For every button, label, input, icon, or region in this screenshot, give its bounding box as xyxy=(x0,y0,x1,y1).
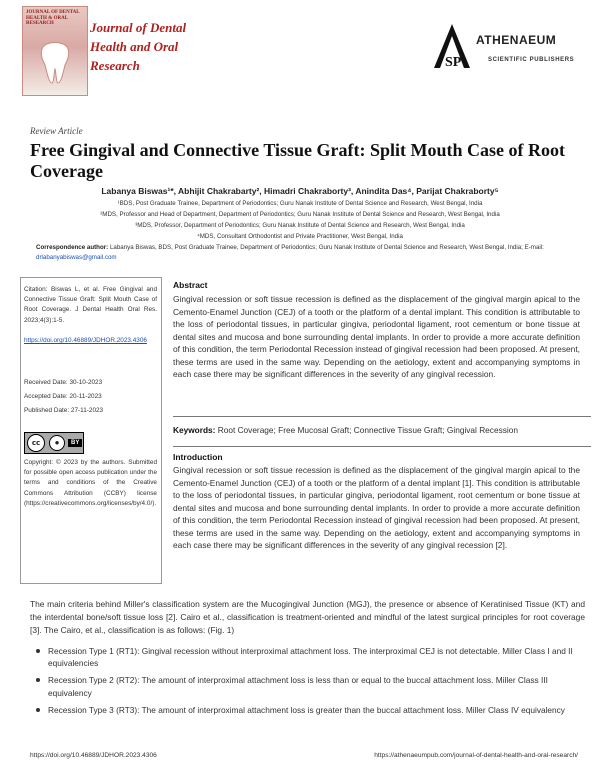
recession-type-list xyxy=(30,645,585,721)
list-item xyxy=(30,645,585,669)
correspondence-text: Labanya Biswas, BDS, Post Graduate Trainee, Department of Periodontics; Guru Nanak Institute of Dental Science and Research, West Bengal, India; E-mail: xyxy=(109,244,544,251)
affiliation-4: ⁴MDS, Consultant Orthodontist and Private Practitioner, West Bengal, India xyxy=(197,233,403,240)
list-item-text: Recession Type 1 (RT1): Gingival recession without interproximal attachment loss. The interproximal CEJ is not detectable. Miller Class I and II equivalencies xyxy=(48,646,573,669)
publisher-logo-icon xyxy=(432,22,472,70)
journal-name: Journal of Dental Health and Oral Research xyxy=(90,20,187,73)
article-title: Free Gingival and Connective Tissue Graft: Split Mouth Case of Root Coverage xyxy=(30,140,565,181)
affiliation-3: ³MDS, Professor, Department of Periodontics; Guru Nanak Institute of Dental Science and Research, West Bengal, India xyxy=(135,222,465,229)
bullet-icon xyxy=(36,678,40,682)
cover-title: JOURNAL OF DENTAL HEALTH & ORAL RESEARCH xyxy=(26,10,80,26)
introduction-text: Gingival recession or soft tissue recession is defined as the displacement of the gingival margin apical to the Cemento-Enamel Junction (CEJ) of a tooth or the platform of a dental implant [1]. This condition is attributable to the loss of periodontal tissues, in particular gingiva, periodontal ligament, root cementum or bone tissue at dental sites and mucosa and bone surrounding dental implants. In order to provide a more accurate definition of this condition, the term Periodontal Recession instead of gingival recession had been proposed. At present, these terms are used in the same way. Depending on the aetiology, extent and accompanying symptoms in each case there may be significant differences in the severity of any gingival recession [2]. xyxy=(173,465,580,550)
keywords-text: Root Coverage; Free Mucosal Graft; Connective Tissue Graft; Gingival Recession xyxy=(217,425,518,435)
keywords-label: Keywords: xyxy=(173,425,216,435)
divider xyxy=(173,446,591,447)
list-item-text: Recession Type 3 (RT3): The amount of interproximal attachment loss is greater than the buccal attachment loss. Miller Class IV equivalency xyxy=(48,704,565,715)
affiliation-1: ¹BDS, Post Graduate Trainee, Department of Periodontics; Guru Nanak Institute of Dental Science and Research, West Bengal, India xyxy=(117,200,483,207)
publisher-subtitle: SCIENTIFIC PUBLISHERS xyxy=(488,57,575,63)
citation: Citation: Biswas L, et al. Free Gingival and Connective Tissue Graft: Split Mouth Case of Root Coverage. J Dental Health Oral Res. 2023;4(3):1-5. xyxy=(24,286,157,324)
footer-journal-link[interactable]: https://athenaeumpub.com/journal-of-dental-health-and-oral-research/ xyxy=(374,752,578,759)
publisher-name: ATHENAEUM xyxy=(476,33,557,47)
publisher-logo-letters: SP xyxy=(445,55,462,70)
abstract-text: Gingival recession or soft tissue recession is defined as the displacement of the gingival margin apical to the Cemento-Enamel Junction (CEJ) of a tooth or the platform of a dental implant. This condition is attributable to the loss of periodontal tissues, in particular gingiva, periodontal ligament, root cementum or bone tissue at dental sites and mucosa and bone surrounding dental implants. In order to provide a more accurate definition of this condition, the term Periodontal Recession instead of gingival recession had been proposed. At present, these terms are used in the same way. Depending on the aetiology, extent and accompanying symptoms in each case there may be significant differences in the severity of any gingival recession. xyxy=(173,294,580,379)
person-icon: ● xyxy=(49,435,65,451)
introduction-continued: The main criteria behind Miller's classification system are the Mucogingival Junction (MGJ), the presence or absence of Keratinised Tissue (KT) and the interdental bone/soft tissue loss [2]. Cairo et al., classification is treatment-oriented and mindful of the latest surgical principles for root coverage [3]. The Cairo, et al., classification is as follows: (Fig. 1) xyxy=(30,599,585,635)
bullet-icon xyxy=(36,649,40,653)
cc-icon: cc xyxy=(27,434,45,452)
copyright-notice: Copyright: © 2023 by the authors. Submitted for possible open access publication under the terms and conditions of the Creative Commons Attribution (CCBY) license (https://creativecommons.org/licenses/by/4.0/). xyxy=(24,459,157,507)
by-label: BY xyxy=(68,439,82,447)
author-list: Labanya Biswas¹*, Abhijit Chakrabarty², Himadri Chakraborty³, Anindita Das⁴, Parijat Chakraborty⁵ xyxy=(101,186,499,196)
abstract-heading: Abstract xyxy=(173,280,208,290)
article-type: Review Article xyxy=(30,126,83,136)
footer-doi-link[interactable]: https://doi.org/10.46889/JDHOR.2023.4306 xyxy=(30,752,157,759)
published-date: Published Date: 27-11-2023 xyxy=(24,407,104,414)
list-item-text: Recession Type 2 (RT2): The amount of interproximal attachment loss is less than or equal to the buccal attachment loss. Miller Class III equivalency xyxy=(48,675,548,698)
bullet-icon xyxy=(36,708,40,712)
tooth-icon xyxy=(37,41,73,85)
list-item xyxy=(30,674,585,698)
introduction-heading: Introduction xyxy=(173,452,223,462)
keywords xyxy=(173,425,518,435)
correspondence-label: Correspondence author: xyxy=(36,244,109,251)
received-date: Received Date: 30-10-2023 xyxy=(24,379,103,386)
list-item xyxy=(30,704,585,716)
correspondence-email-link[interactable]: drlabanyabiswas@gmail.com xyxy=(36,254,117,261)
journal-cover-image xyxy=(22,6,88,96)
divider xyxy=(173,416,591,417)
correspondence xyxy=(36,243,576,263)
affiliation-2: ²MDS, Professor and Head of Department, Department of Periodontics; Guru Nanak Institute of Dental Science and Research, West Bengal, India xyxy=(100,211,500,218)
doi-link[interactable]: https://doi.org/10.46889/JDHOR.2023.4306 xyxy=(24,337,147,344)
cc-by-license-badge[interactable] xyxy=(24,432,84,454)
accepted-date: Accepted Date: 20-11-2023 xyxy=(24,393,102,400)
